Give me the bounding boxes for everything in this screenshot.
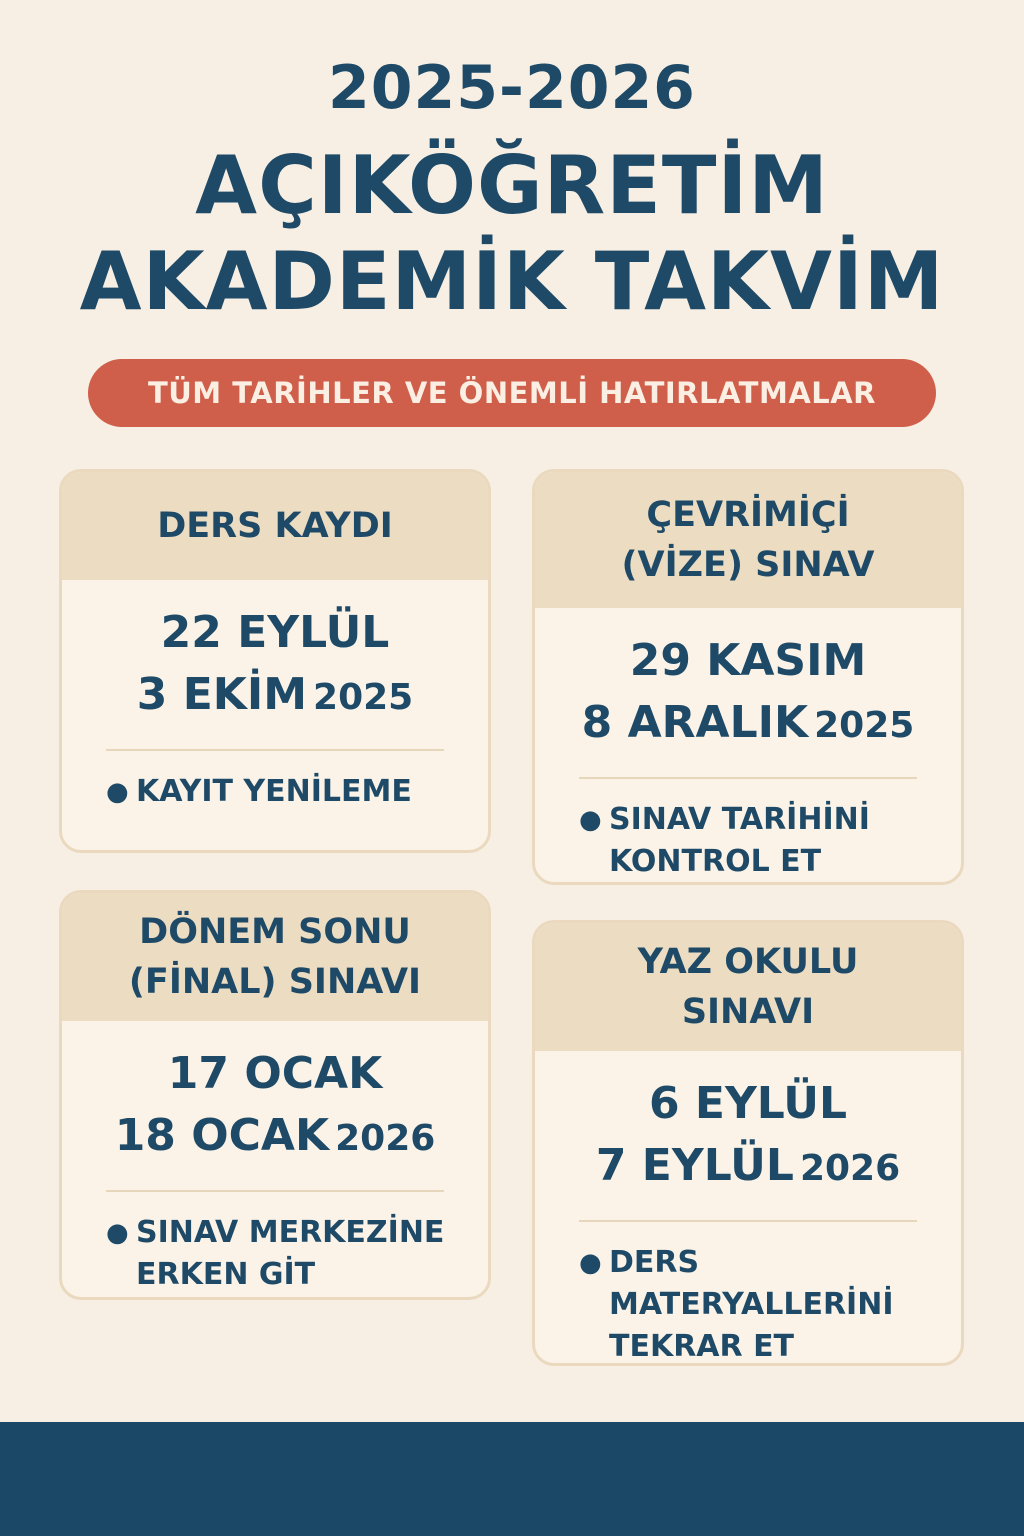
card-divider <box>106 1190 444 1192</box>
card-title <box>62 893 488 1021</box>
bullet-icon: ● <box>579 805 602 835</box>
card-body <box>535 608 961 883</box>
note-line: DERS <box>609 1245 700 1280</box>
card-title <box>535 472 961 608</box>
card-title <box>62 472 488 580</box>
date-end-text: 18 OCAK <box>114 1110 330 1161</box>
reminder-note <box>579 1242 961 1366</box>
card-divider <box>106 749 444 751</box>
date-end <box>62 1105 488 1170</box>
date-start: 22 EYLÜL <box>160 607 390 658</box>
note-line: KONTROL ET <box>609 844 822 879</box>
note-line: SINAV MERKEZİNE <box>136 1215 445 1250</box>
card-title-line: DÖNEM SONU <box>139 912 411 952</box>
title-line-1: AÇIKÖĞRETİM <box>195 139 829 232</box>
card-divider <box>579 777 917 779</box>
note-line: TEKRAR ET <box>609 1329 795 1364</box>
date-end <box>535 692 961 757</box>
card-yaz-okulu-sinavi <box>532 920 964 1366</box>
date-end <box>535 1135 961 1200</box>
card-donem-sonu-final-sinavi <box>59 890 491 1300</box>
note-line: SINAV TARİHİNİ <box>609 802 870 837</box>
card-title-line: DERS KAYDI <box>157 506 393 546</box>
card-ders-kaydi <box>59 469 491 853</box>
card-body <box>62 1021 488 1296</box>
reminder-note <box>106 771 488 813</box>
card-title-line: YAZ OKULU <box>637 942 859 982</box>
footer-bar <box>0 1422 1024 1536</box>
card-title-line: (VİZE) SINAV <box>621 545 875 585</box>
date-start: 17 OCAK <box>167 1048 383 1099</box>
subtitle-banner: TÜM TARİHLER VE ÖNEMLİ HATIRLATMALAR <box>88 359 936 427</box>
card-title-line: SINAVI <box>681 992 815 1032</box>
card-body <box>535 1051 961 1366</box>
date-end-text: 3 EKİM <box>136 669 308 720</box>
bullet-icon: ● <box>106 777 129 807</box>
date-start: 29 KASIM <box>629 635 867 686</box>
date-end-text: 8 ARALIK <box>581 697 809 748</box>
card-divider <box>579 1220 917 1222</box>
card-title-line: ÇEVRİMİÇİ <box>646 495 850 535</box>
page-title <box>0 138 1024 330</box>
card-cevrimici-vize-sinav <box>532 469 964 885</box>
date-year: 2026 <box>335 1118 436 1159</box>
bullet-icon: ● <box>106 1218 129 1248</box>
date-start: 6 EYLÜL <box>648 1078 848 1129</box>
date-end <box>62 664 488 729</box>
title-line-2: AKADEMİK TAKVİM <box>79 235 945 328</box>
card-title-line: (FİNAL) SINAVI <box>128 962 422 1002</box>
date-year: 2025 <box>814 705 915 746</box>
note-line: KAYIT YENİLEME <box>136 774 412 809</box>
reminder-note <box>106 1212 488 1296</box>
note-line: MATERYALLERİNİ <box>609 1287 894 1322</box>
reminder-note <box>579 799 961 883</box>
card-title <box>535 923 961 1051</box>
note-line: ERKEN GİT <box>136 1257 316 1292</box>
date-year: 2025 <box>313 677 414 718</box>
date-end-text: 7 EYLÜL <box>595 1140 794 1191</box>
bullet-icon: ● <box>579 1248 602 1278</box>
date-year: 2026 <box>799 1148 901 1189</box>
year-title: 2025-2026 <box>328 53 696 123</box>
card-body <box>62 580 488 813</box>
